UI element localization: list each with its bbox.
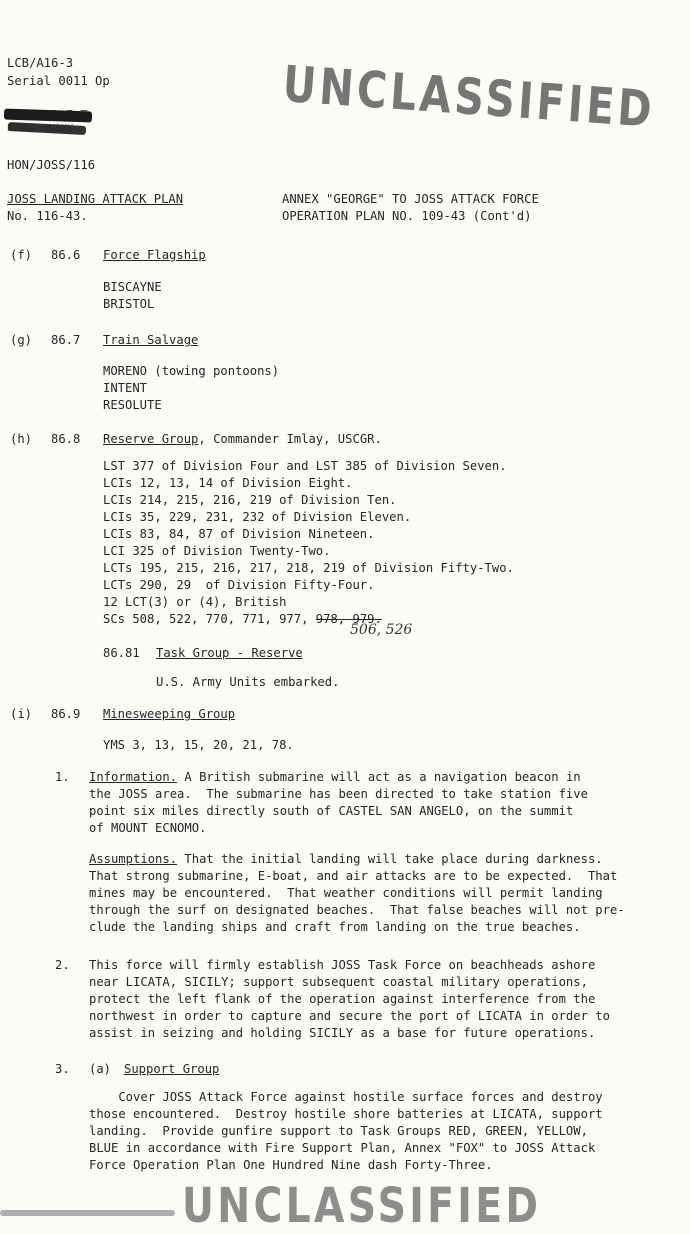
subsection-title: Task Group - Reserve [156, 646, 303, 660]
list-item: LCIs 214, 215, 216, 219 of Division Ten. [103, 493, 397, 507]
paragraph-line: northwest in order to capture and secure the port of LICATA in order to [89, 1009, 610, 1023]
list-item: MORENO (towing pontoons) [103, 364, 280, 378]
section-title: Train Salvage [103, 333, 199, 347]
list-item: 12 LCT(3) or (4), British [103, 595, 287, 609]
paragraph-line: Assumptions. That the initial landing will take place during darkness. [89, 852, 603, 866]
list-item: LCIs 83, 84, 87 of Division Nineteen. [103, 527, 375, 541]
section-number: 86.7 [51, 333, 81, 347]
paragraph-line: the JOSS area. The submarine has been directed to take station five [89, 787, 588, 801]
paragraph-number: 3. [55, 1062, 70, 1076]
list-item: LCTs 195, 215, 216, 217, 218, 219 of Division Fifty-Two. [103, 561, 514, 575]
section-number: 86.9 [51, 707, 81, 721]
list-item: INTENT [103, 381, 148, 395]
paragraph-line: protect the left flank of the operation against interference from the [89, 992, 596, 1006]
unclassified-stamp: UNCLASSIFIED [182, 1178, 542, 1234]
paragraph-line: of MOUNT ECNOMO. [89, 821, 207, 835]
section-title: Reserve Group [103, 432, 199, 446]
list-item: LCI 325 of Division Twenty-Two. [103, 544, 331, 558]
paragraph-heading: Information. [89, 770, 178, 784]
paragraph-line: mines may be encountered. That weather conditions will permit landing [89, 886, 603, 900]
paragraph-line: point six miles directly south of CASTEL SAN ANGELO, on the summit [89, 804, 574, 818]
struck-text: 978, 979. [315, 612, 382, 626]
redaction-bar [0, 1210, 175, 1216]
section-letter: (h) [10, 432, 33, 446]
section-letter: (i) [10, 707, 33, 721]
paragraph-line: landing. Provide gunfire support to Task Groups RED, GREEN, YELLOW, [89, 1124, 588, 1138]
paragraph-line: That strong submarine, E-boat, and air attacks are to be expected. That [89, 869, 618, 883]
file-reference: LCB/A16-3 [7, 56, 74, 70]
section-letter: (g) [10, 333, 33, 347]
paragraph-line: BLUE in accordance with Fire Support Plan, Annex "FOX" to JOSS Attack [89, 1141, 596, 1155]
list-item: RESOLUTE [103, 398, 162, 412]
paragraph-line: Force Operation Plan One Hundred Nine dash Forty-Three. [89, 1158, 493, 1172]
sc-list-item [103, 612, 382, 626]
list-item: LCIs 12, 13, 14 of Division Eight. [103, 476, 353, 490]
serial-number: Serial 0011 Op [7, 74, 110, 88]
list-item: BISCAYNE [103, 280, 162, 294]
section-title-rest: , Commander Imlay, USCGR. [198, 432, 382, 446]
annex-subtitle: OPERATION PLAN NO. 109-43 (Cont'd) [282, 209, 532, 223]
handwritten-note: 506, 526 [350, 622, 413, 638]
section-title: Force Flagship [103, 248, 206, 262]
list-item: LCIs 35, 229, 231, 232 of Division Eleven. [103, 510, 412, 524]
section-heading [103, 432, 382, 446]
paragraph-number: 1. [55, 770, 70, 784]
paragraph-line: near LICATA, SICILY; support subsequent coastal military operations, [89, 975, 588, 989]
routing-line: HON/JOSS/116 [7, 158, 96, 172]
section-letter: (f) [10, 248, 33, 262]
list-item: BRISTOL [103, 297, 155, 311]
paragraph-line: Cover JOSS Attack Force against hostile surface forces and destroy [89, 1090, 603, 1104]
unclassified-stamp: UNCLASSIFIED [280, 55, 657, 139]
paragraph-line: through the surf on designated beaches. That false beaches will not pre- [89, 903, 625, 917]
section-number: 86.6 [51, 248, 81, 262]
paragraph-number: 2. [55, 958, 70, 972]
list-item: LST 377 of Division Four and LST 385 of Division Seven. [103, 459, 507, 473]
paragraph-line: Information. A British submarine will act as a navigation beacon in [89, 770, 581, 784]
paragraph-line: clude the landing ships and craft from landing on the true beaches. [89, 920, 581, 934]
section-number: 86.8 [51, 432, 81, 446]
paragraph-line: assist in seizing and holding SICILY as a base for future operations. [89, 1026, 596, 1040]
sc-list-text: SCs 508, 522, 770, 771, 977, [103, 612, 316, 626]
subparagraph-letter: (a) [89, 1062, 112, 1076]
paragraph-heading: Support Group [124, 1062, 220, 1076]
paragraph-line: This force will firmly establish JOSS Task Force on beachheads ashore [89, 958, 596, 972]
list-item: LCTs 290, 29 of Division Fifty-Four. [103, 578, 375, 592]
list-item: U.S. Army Units embarked. [156, 675, 340, 689]
paragraph-heading: Assumptions. [89, 852, 178, 866]
subsection-number: 86.81 [103, 646, 140, 660]
plan-number: No. 116-43. [7, 209, 88, 223]
plan-title: JOSS LANDING ATTACK PLAN [7, 192, 184, 206]
paragraph-line: those encountered. Destroy hostile shore batteries at LICATA, support [89, 1107, 603, 1121]
section-title: Minesweeping Group [103, 707, 236, 721]
annex-title: ANNEX "GEORGE" TO JOSS ATTACK FORCE [282, 192, 539, 206]
list-item: YMS 3, 13, 15, 20, 21, 78. [103, 738, 294, 752]
